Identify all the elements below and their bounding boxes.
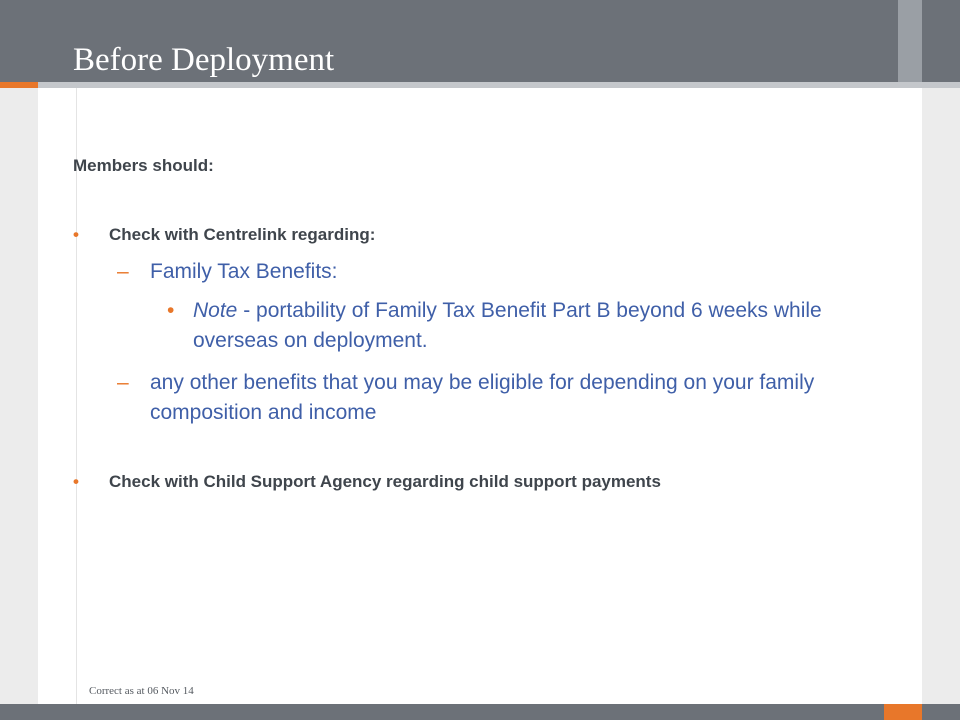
left-rule: [76, 88, 77, 704]
note-portability: [167, 296, 868, 356]
footer-bar: [0, 704, 960, 720]
members-should-heading: Members should:: [73, 156, 214, 175]
dash-marker: –: [117, 371, 129, 394]
bullet-child-support: [73, 472, 661, 492]
sub-other-benefits: [117, 368, 870, 428]
bullet-centrelink-text: Check with Centrelink regarding:: [109, 225, 376, 244]
bullet-marker: •: [73, 225, 79, 244]
dash-marker: –: [117, 260, 129, 283]
orange-accent-top: [0, 82, 38, 88]
bullet-child-support-text: Check with Child Support Agency regarding child support payments: [109, 472, 661, 491]
bullet-marker: •: [73, 472, 79, 491]
orange-accent-bottom: [884, 704, 922, 720]
bullet-marker: •: [167, 299, 175, 322]
sub-family-tax-text: Family Tax Benefits:: [150, 260, 338, 283]
footer-date-note: Correct as at 06 Nov 14: [89, 685, 194, 697]
sub-other-benefits-text: any other benefits that you may be eligible for depending on your family composition and income: [150, 371, 815, 424]
note-text: - portability of Family Tax Benefit Part B beyond 6 weeks while overseas on deployment.: [193, 299, 822, 352]
header-accent-block: [898, 0, 922, 82]
sub-family-tax: [117, 257, 870, 287]
bullet-centrelink: [73, 225, 376, 245]
note-label: Note: [193, 299, 238, 322]
slide-title: Before Deployment: [73, 42, 335, 78]
